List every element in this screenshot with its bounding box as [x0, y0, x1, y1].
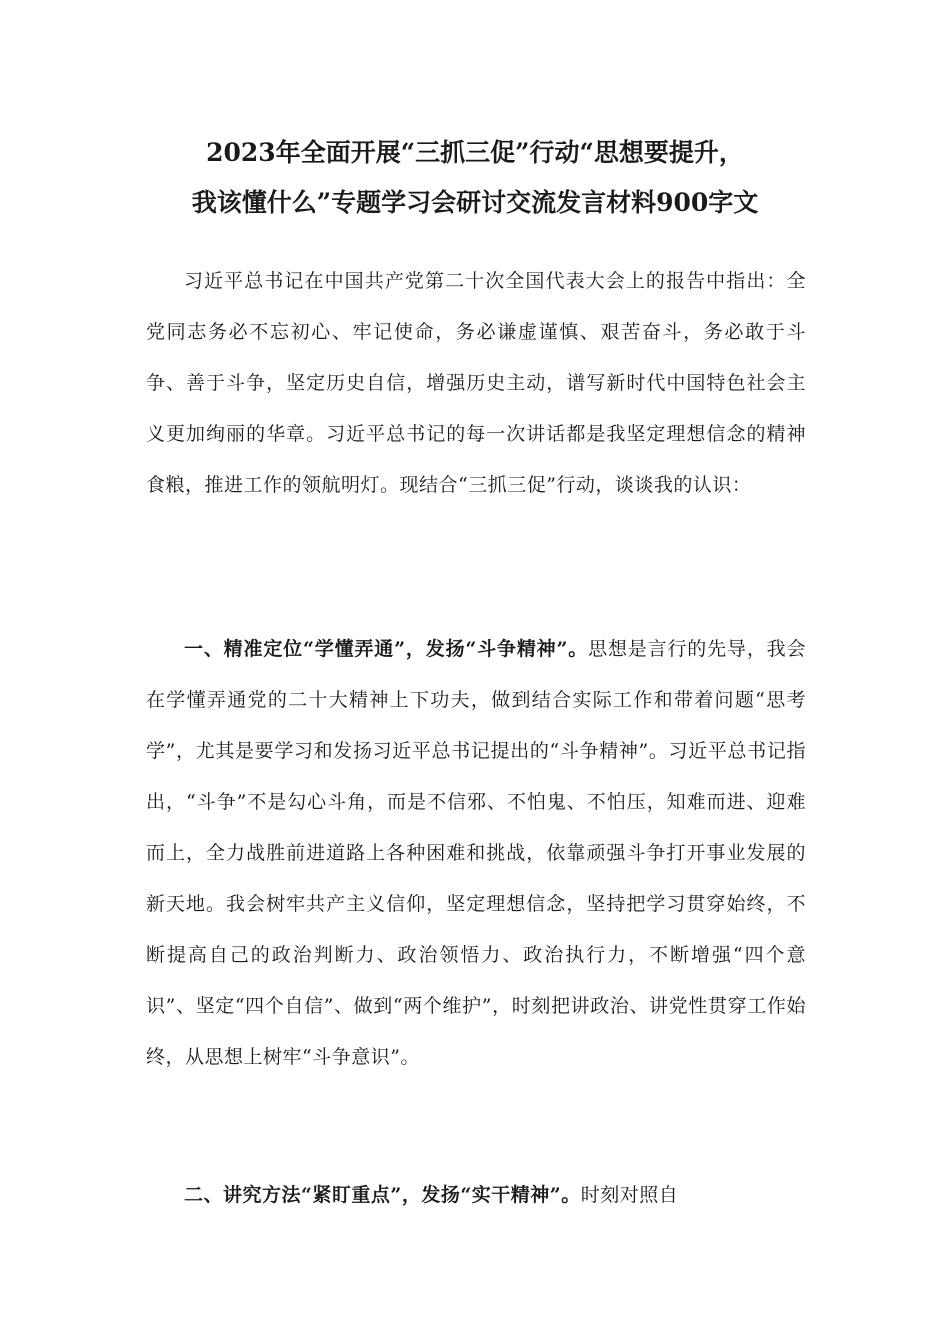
paragraph-intro — [146, 256, 806, 511]
document-title — [120, 128, 830, 228]
title-line-2: 我该懂什么”专题学习会研讨交流发言材料900字文 — [191, 188, 759, 217]
section-heading: 一、精准定位“学懂弄通”，发扬“斗争精神”。 — [184, 638, 589, 660]
section-heading: 二、讲究方法“紧盯重点”，发扬“实干精神”。 — [184, 1184, 581, 1206]
paragraph-section-1 — [146, 624, 806, 1083]
paragraph-text: 习近平总书记在中国共产党第二十次全国代表大会上的报告中指出：全党同志务必不忘初心、牢记使命，务必谦虚谨慎、艰苦奋斗，务必敢于斗争、善于斗争，坚定历史自信，增强历史主动，谱写新时代中国特色社会主义更加绚丽的华章。习近平总书记的每一次讲话都是我坚定理想信念的精神食粮，推进工作的领航明灯。现结合“三抓三促”行动，谈谈我的认识： — [146, 270, 806, 496]
paragraph-section-2 — [146, 1170, 806, 1221]
paragraph-text: 思想是言行的先导，我会在学懂弄通党的二十大精神上下功夫，做到结合实际工作和带着问题“思考学”，尤其是要学习和发扬习近平总书记提出的“斗争精神”。习近平总书记指出，“斗争”不是勾心斗角，而是不信邪、不怕鬼、不怕压，知难而进、迎难而上，全力战胜前进道路上各种困难和挑战，依靠顽强斗争打开事业发展的新天地。我会树牢共产主义信仰，坚定理想信念，坚持把学习贯穿始终，不断提高自己的政治判断力、政治领悟力、政治执行力，不断增强“四个意识”、坚定“四个自信”、做到“两个维护”，时刻把讲政治、讲党性贯穿工作始终，从思想上树牢“斗争意识”。 — [146, 638, 806, 1068]
title-line-1: 2023年全面开展“三抓三促”行动“思想要提升， — [206, 138, 744, 167]
paragraph-text: 时刻对照自 — [580, 1184, 679, 1206]
